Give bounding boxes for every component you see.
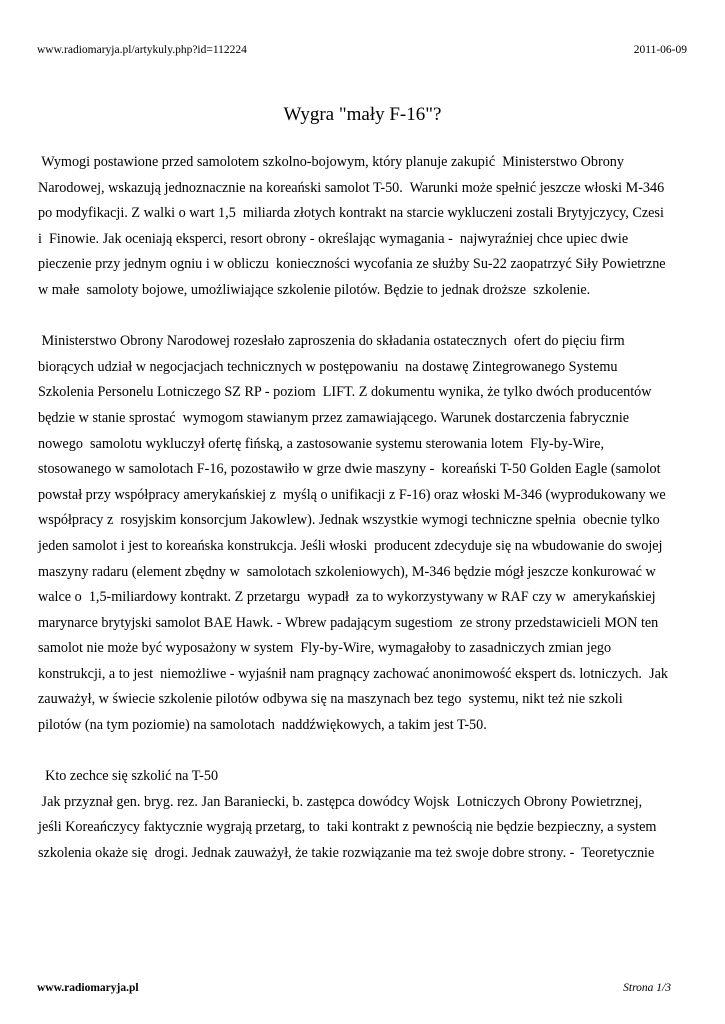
text-line: współpracy z rosyjskim konsorcjum Jakowlew). Jednak wszystkie wymogi techniczne spełnia obecnie tylko [38, 512, 660, 529]
text-line: pilotów (na tym poziomie) na samolotach naddźwiękowych, a takim jest T-50. [38, 717, 487, 734]
article-body [38, 150, 698, 867]
text-line: Jak przyznał gen. bryg. rez. Jan Baraniecki, b. zastępca dowódcy Wojsk Lotniczych Obrony Powietrznej, [38, 793, 643, 810]
text-line: samolot nie może być wyposażony w system Fly-by-Wire, wymagałoby to zasadniczych zmian jego [38, 640, 612, 657]
text-line: po modyfikacji. Z walki o wart 1,5 miliarda złotych kontrakt na starcie wykluczeni zostali Brytyjczycy, Czesi [38, 205, 664, 222]
text-line: powstał przy współpracy amerykańskiej z myślą o unifikacji z F-16) oraz włoski M-346 (wyprodukowany we [38, 486, 666, 503]
text-line: zauważył, w świecie szkolenie pilotów odbywa się na maszynach bez tego systemu, nikt też nie szkoli [38, 691, 623, 708]
header-date: 2011-06-09 [633, 44, 687, 56]
paragraph-spacer [38, 739, 698, 765]
footer-page-number: Strona 1/3 [623, 982, 671, 994]
text-line: Narodowej, wskazują jednoznacznie na koreański samolot T-50. Warunki może spełnić jeszcze włoski M-346 [38, 179, 665, 196]
text-line: będzie w stanie sprostać wymogom stawianym przez zamawiającego. Warunek dostarczenia fabrycznie [38, 409, 630, 426]
text-line: nowego samolotu wykluczył ofertę fińską, a zastosowanie systemu sterowania lotem Fly-by-Wire, [38, 435, 604, 452]
header-url: www.radiomaryja.pl/artykuly.php?id=112224 [37, 44, 247, 56]
text-line: maszyny radaru (element zbędny w samolotach szkoleniowych), M-346 będzie mógł jeszcze konkurować w [38, 563, 656, 580]
section-heading [38, 764, 698, 790]
text-line: pieczenie przy jednym ogniu i w obliczu konieczności wycofania ze służby Su-22 zaopatrzyć Siły Powietrzne [38, 256, 666, 273]
paragraph-3 [38, 790, 698, 867]
text-line: konstrukcji, a to jest niemożliwe - wyjaśnił nam pragnący zachować anonimowość ekspert ds. lotniczych. Jak [38, 665, 668, 682]
subheading: Kto zechce się szkolić na T-50 [38, 768, 219, 785]
article-title: Wygra "mały F-16"? [283, 104, 442, 125]
text-line: jeśli Koreańczycy faktycznie wygrają przetarg, to taki kontrakt z pewnością nie będzie bezpieczny, a system [38, 819, 657, 836]
text-line: jeden samolot i jest to koreańska konstrukcja. Jeśli włoski producent zdecyduje się na wbudowanie do swojej [38, 537, 663, 554]
paragraph-1 [38, 150, 698, 304]
text-line: stosowanego w samolotach F-16, pozostawiło w grze dwie maszyny - koreański T-50 Golden Eagle (samolot [38, 461, 661, 478]
text-line: i Finowie. Jak oceniają eksperci, resort obrony - określając wymagania - najwyraźniej chce upiec dwie [38, 230, 629, 247]
text-line: szkolenia okaże się drogi. Jednak zauważył, że takie rozwiązanie ma też swoje dobre strony. - Teoretycznie [38, 845, 655, 862]
text-line: Szkolenia Personelu Lotniczego SZ RP - poziom LIFT. Z dokumentu wynika, że tylko dwóch producentów [38, 384, 652, 401]
text-line: w małe samoloty bojowe, umożliwiające szkolenie pilotów. Będzie to jednak droższe szkolenie. [38, 281, 591, 298]
text-line: walce o 1,5-miliardowy kontrakt. Z przetargu wypadł za to wykorzystywany w RAF czy w amerykańskiej [38, 589, 656, 606]
text-line: Wymogi postawione przed samolotem szkolno-bojowym, który planuje zakupić Ministerstwo Obrony [38, 154, 624, 170]
footer-site: www.radiomaryja.pl [37, 982, 139, 994]
text-line: marynarce brytyjski samolot BAE Hawk. - Wbrew padającym sugestiom ze strony przedstawicieli MON ten [38, 614, 659, 631]
text-line: biorących udział w negocjacjach technicznych w postępowaniu na dostawę Zintegrowanego Systemu [38, 358, 618, 375]
paragraph-2 [38, 329, 698, 739]
text-line: Ministerstwo Obrony Narodowej rozesłało zaproszenia do składania ostatecznych ofert do pięciu firm [38, 333, 625, 350]
paragraph-spacer [38, 304, 698, 330]
